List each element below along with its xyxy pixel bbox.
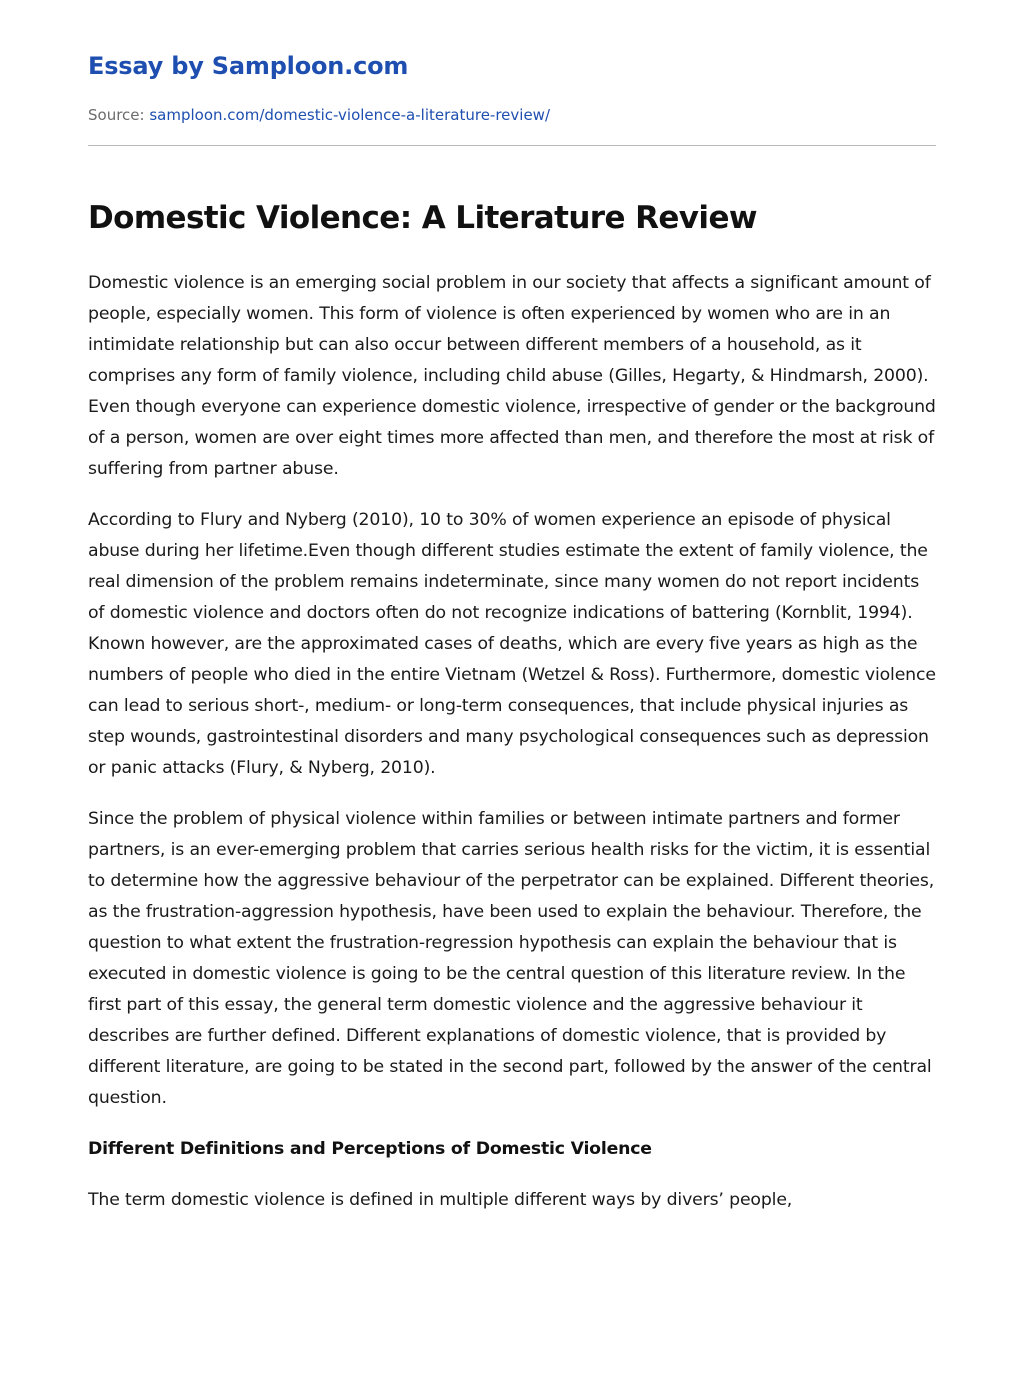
paragraph: Since the problem of physical violence within families or between intimate partners and former partners, is an ever-emerging problem that carries serious health risks for the victim, it is essential to determine how the aggressive behaviour of the perpetrator can be explained. Different theories, as the frustration-aggression hypothesis, have been used to explain the behaviour. Therefore, the question to what extent the frustration-regression hypothesis can explain the behaviour that is executed in domestic violence is going to be the central question of this literature review. In the first part of this essay, the general term domestic violence and the aggressive behaviour it describes are further defined. Different explanations of domestic violence, that is provided by different literature, are going to be stated in the second part, followed by the answer of the central question.: [88, 809, 935, 1108]
header-divider: [88, 145, 936, 146]
paragraph: According to Flury and Nyberg (2010), 10 to 30% of women experience an episode of physical abuse during her lifetime.Even though different studies estimate the extent of family violence, the real dimension of the problem remains indeterminate, since many women do not report incidents of domestic violence and doctors often do not recognize indications of battering (Kornblit, 1994). Known however, are the approximated cases of deaths, which are every five years as high as the numbers of people who died in the entire Vietnam (Wetzel & Ross). Furthermore, domestic violence can lead to serious short-, medium- or long-term consequences, that include physical injuries as step wounds, gastrointestinal disorders and many psychological consequences such as depression or panic attacks (Flury, & Nyberg, 2010).: [88, 510, 936, 778]
article-title: Domestic Violence: A Literature Review: [88, 200, 757, 236]
paragraph: The term domestic violence is defined in multiple different ways by divers’ people,: [88, 1190, 793, 1210]
article-body: [88, 268, 940, 1236]
source-line: [88, 106, 550, 124]
source-label: Source:: [88, 106, 145, 124]
source-link[interactable]: samploon.com/domestic-violence-a-literature-review/: [149, 106, 550, 124]
section-heading: Different Definitions and Perceptions of Domestic Violence: [88, 1139, 652, 1159]
site-brand[interactable]: Essay by Samploon.com: [88, 52, 409, 80]
paragraph: Domestic violence is an emerging social problem in our society that affects a significant amount of people, especially women. This form of violence is often experienced by women who are in an intimidate relationship but can also occur between different members of a household, as it comprises any form of family violence, including child abuse (Gilles, Hegarty, & Hindmarsh, 2000). Even though everyone can experience domestic violence, irrespective of gender or the background of a person, women are over eight times more affected than men, and therefore the most at risk of suffering from partner abuse.: [88, 273, 936, 479]
